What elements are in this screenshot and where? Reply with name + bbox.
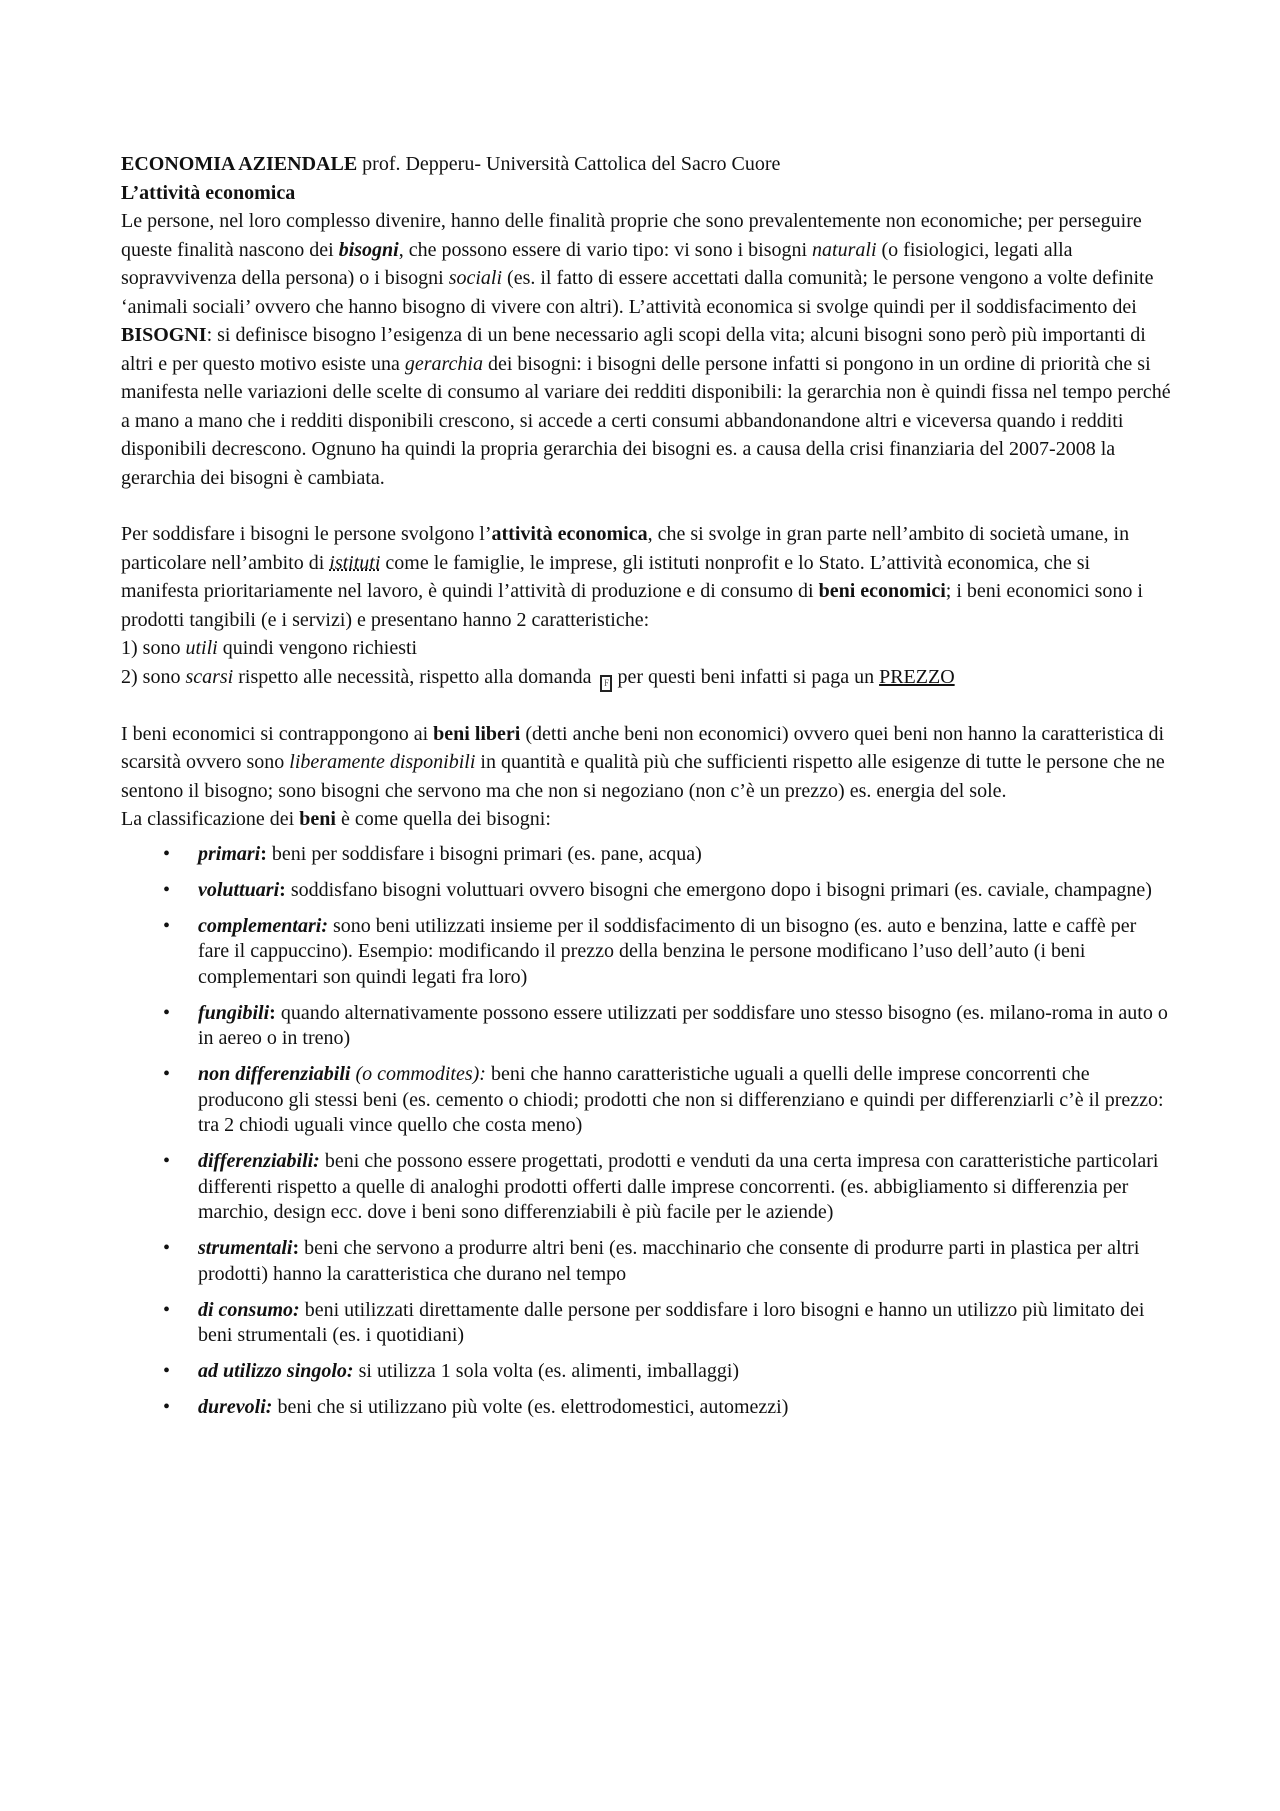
bullet-icon: •	[163, 1063, 171, 1085]
characteristic-1: 1) sono utili quindi vengono richiesti	[121, 637, 418, 659]
list-item: • voluttuari: soddisfano bisogni voluttuari ovvero bisogni che emergono dopo i bisogni primari (es. caviale, champagne)	[121, 878, 1171, 904]
list-item: • differenziabili: beni che possono essere progettati, prodotti e venduti da una certa impresa con caratteristiche particolari differenti rispetto a quelle di analoghi prodotti offerti dalle imprese concorrenti. (es. abbigliamento si differenzia per marchio, design ecc. dove i beni sono differenziabili è più facile per le aziende)	[163, 1150, 1159, 1223]
bullet-icon: •	[163, 1298, 171, 1321]
classification-list	[121, 842, 1171, 1421]
bullet-icon: •	[163, 878, 171, 901]
course-title: ECONOMIA AZIENDALE	[121, 153, 358, 175]
list-item: • di consumo: beni utilizzati direttamente dalle persone per soddisfare i loro bisogni e hanno un utilizzo più limitato dei beni strumentali (es. i quotidiani)	[163, 1298, 1145, 1346]
course-author: prof. Depperu- Università Cattolica del Sacro Cuore	[357, 153, 781, 175]
bullet-icon: •	[163, 1237, 171, 1259]
document-title	[121, 150, 1171, 179]
bullet-icon: •	[163, 1396, 171, 1418]
section-heading: L’attività economica	[121, 181, 296, 204]
characteristic-2: 2) sono scarsi rispetto alle necessità, rispetto alla domanda F per questi beni infatti si paga un PREZZO	[121, 663, 1171, 692]
list-item: • fungibili: quando alternativamente possono essere utilizzati per soddisfare uno stesso bisogno (es. milano-roma in auto o in aereo o in treno)	[163, 1001, 1168, 1049]
bullet-icon: •	[163, 842, 171, 865]
document-page	[121, 150, 1171, 1431]
prezzo-link: PREZZO	[879, 665, 955, 688]
paragraph-bisogni: Le persone, nel loro complesso divenire, hanno delle finalità proprie che sono prevalentemente non economiche; per perseguire queste finalità nascono dei bisogni, che possono essere di vario tipo: vi sono i bisogni naturali (o fisiologici, legati alla sopravvivenza della persona) o i bisogni sociali (es. il fatto di essere accettati dalla comunità; le persone vengono a volte definite ‘animali sociali’ ovvero che hanno bisogno di vivere con altri). L’attività economica si svolge quindi per il soddisfacimento dei BISOGNI: si definisce bisogno l’esigenza di un bene necessario agli scopi della vita; alcuni bisogni sono però più importanti di altri e per questo motivo esiste una gerarchia dei bisogni: i bisogni delle persone infatti si pongono in un ordine di priorità che si manifesta nelle variazioni delle scelte di consumo al variare dei redditi disponibili: la gerarchia non è quindi fissa nel tempo perché a mano a mano che i redditi disponibili crescono, si accede a certi consumi abbandonandone altri e viceversa quando i redditi disponibili decrescono. Ognuno ha quindi la propria gerarchia dei bisogni es. a causa della crisi finanziaria del 2007-2008 la gerarchia dei bisogni è cambiata.	[121, 210, 1171, 489]
comment-marker-icon[interactable]: F	[600, 675, 612, 692]
list-item: • complementari: sono beni utilizzati insieme per il soddisfacimento di un bisogno (es. auto e benzina, latte e caffè per fare il cappuccino). Esempio: modificando il prezzo della benzina le persone modificano l’uso dell’auto (i beni complementari son quindi legati fra loro)	[163, 914, 1137, 988]
bullet-icon: •	[163, 1001, 171, 1024]
list-item: • primari: beni per soddisfare i bisogni primari (es. pane, acqua)	[121, 842, 1171, 868]
paragraph-beni-liberi: I beni economici si contrappongono ai beni liberi (detti anche beni non economici) ovvero quei beni non hanno la caratteristica di scarsità ovvero sono liberamente disponibili in quantità e qualità più che sufficienti rispetto alle esigenze di tutte le persone che ne sentono il bisogno; sono bisogni che servono ma che non si negoziano (non c’è un prezzo) es. energia del sole.	[121, 722, 1165, 802]
bullet-icon: •	[163, 1150, 171, 1172]
bullet-icon: •	[163, 1360, 171, 1382]
list-item: • ad utilizzo singolo: si utilizza 1 sola volta (es. alimenti, imballaggi)	[121, 1359, 1171, 1385]
bullet-icon: •	[163, 914, 171, 937]
list-item: • strumentali: beni che servono a produrre altri beni (es. macchinario che consente di produrre parti in plastica per altri prodotti) hanno la caratteristica che durano nel tempo	[163, 1237, 1140, 1285]
classification-intro: La classificazione dei beni è come quella dei bisogni:	[121, 808, 551, 830]
list-item: • non differenziabili (o commodites): beni che hanno caratteristiche uguali a quelli delle imprese concorrenti che producono gli stessi beni (es. cemento o chiodi; prodotti che non si differenziano e quindi per differenziarli c’è il prezzo: tra 2 chiodi uguali vince quello che costa meno)	[163, 1063, 1164, 1136]
paragraph-attivita-economica: Per soddisfare i bisogni le persone svolgono l’attività economica, che si svolge in gran parte nell’ambito di società umane, in particolare nell’ambito di istituti come le famiglie, le imprese, gli istituti nonprofit e lo Stato. L’attività economica, che si manifesta prioritariamente nel lavoro, è quindi l’attività di produzione e di consumo di beni economici; i beni economici sono i prodotti tangibili (e i servizi) e presentano hanno 2 caratteristiche:	[121, 523, 1143, 631]
list-item: • durevoli: beni che si utilizzano più volte (es. elettrodomestici, automezzi)	[121, 1395, 1171, 1421]
